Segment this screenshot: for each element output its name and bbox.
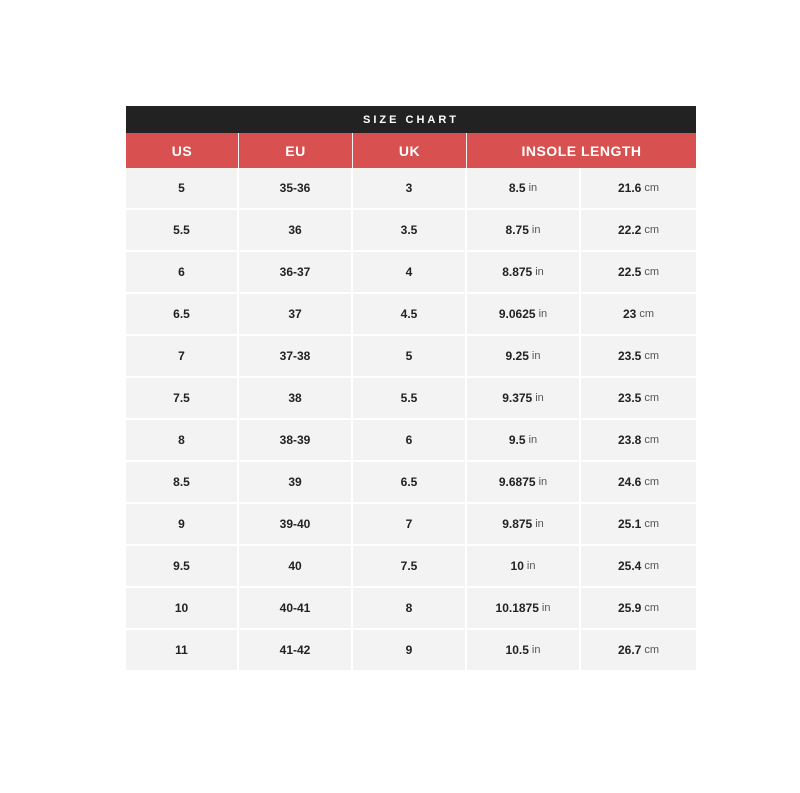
cell-uk: 3.5 <box>353 210 467 252</box>
cell-eu: 39 <box>239 462 353 504</box>
cell-uk: 6.5 <box>353 462 467 504</box>
cell-us: 8 <box>126 420 239 462</box>
insole-value: 23.8 <box>617 433 642 447</box>
table-row <box>126 630 696 672</box>
insole-value: 10.5 <box>505 643 529 657</box>
size-chart-table <box>126 106 696 672</box>
cell-insole-in <box>467 588 581 630</box>
cell-insole-in <box>467 210 581 252</box>
insole-value: 9.5 <box>508 433 526 447</box>
cell-uk: 4.5 <box>353 294 467 336</box>
table-row <box>126 504 696 546</box>
insole-value: 25.1 <box>617 517 642 531</box>
cell-us: 7.5 <box>126 378 239 420</box>
header-uk: UK <box>353 133 467 168</box>
insole-value: 9.6875 <box>498 475 536 489</box>
insole-unit: in <box>535 392 544 404</box>
cell-uk: 5.5 <box>353 378 467 420</box>
table-body <box>126 168 696 672</box>
cell-eu: 41-42 <box>239 630 353 672</box>
cell-uk: 7 <box>353 504 467 546</box>
insole-unit: cm <box>644 518 660 530</box>
insole-unit: cm <box>644 560 660 572</box>
cell-uk: 8 <box>353 588 467 630</box>
cell-eu: 36-37 <box>239 252 353 294</box>
insole-unit: in <box>538 308 548 320</box>
cell-insole-in <box>467 546 581 588</box>
insole-value: 9.875 <box>502 517 533 531</box>
size-chart-title: SIZE CHART <box>126 106 696 133</box>
insole-value: 10.1875 <box>495 601 539 615</box>
insole-unit: cm <box>644 434 660 446</box>
cell-eu: 37-38 <box>239 336 353 378</box>
cell-us: 7 <box>126 336 239 378</box>
cell-insole-in <box>467 336 581 378</box>
cell-eu: 39-40 <box>239 504 353 546</box>
insole-unit: in <box>531 644 541 656</box>
cell-insole-cm <box>581 630 696 672</box>
insole-unit: cm <box>644 350 660 362</box>
cell-insole-cm <box>581 546 696 588</box>
insole-value: 9.25 <box>505 349 529 363</box>
insole-value: 8.5 <box>508 181 526 195</box>
cell-uk: 4 <box>353 252 467 294</box>
cell-eu: 37 <box>239 294 353 336</box>
insole-unit: in <box>531 224 541 236</box>
insole-value: 23 <box>622 307 637 321</box>
insole-unit: cm <box>644 392 660 404</box>
cell-us: 5.5 <box>126 210 239 252</box>
insole-unit: cm <box>644 602 660 614</box>
cell-eu: 36 <box>239 210 353 252</box>
cell-insole-cm <box>581 378 696 420</box>
insole-value: 22.2 <box>617 223 642 237</box>
insole-unit: cm <box>644 266 660 278</box>
insole-value: 23.5 <box>617 391 642 405</box>
table-row <box>126 336 696 378</box>
insole-unit: in <box>535 266 544 278</box>
cell-us: 8.5 <box>126 462 239 504</box>
cell-insole-in <box>467 252 581 294</box>
cell-eu: 38 <box>239 378 353 420</box>
insole-value: 10 <box>510 559 524 573</box>
cell-us: 6.5 <box>126 294 239 336</box>
cell-us: 5 <box>126 168 239 210</box>
table-row <box>126 420 696 462</box>
cell-uk: 9 <box>353 630 467 672</box>
table-row <box>126 378 696 420</box>
cell-eu: 40-41 <box>239 588 353 630</box>
cell-insole-in <box>467 420 581 462</box>
cell-us: 9 <box>126 504 239 546</box>
table-row <box>126 588 696 630</box>
cell-eu: 35-36 <box>239 168 353 210</box>
cell-insole-cm <box>581 420 696 462</box>
table-row <box>126 210 696 252</box>
insole-unit: in <box>528 182 538 194</box>
table-row <box>126 462 696 504</box>
cell-us: 9.5 <box>126 546 239 588</box>
insole-value: 25.4 <box>617 559 642 573</box>
insole-unit: cm <box>644 644 660 656</box>
cell-insole-in <box>467 168 581 210</box>
cell-uk: 6 <box>353 420 467 462</box>
insole-unit: cm <box>639 308 655 320</box>
insole-value: 9.0625 <box>498 307 536 321</box>
insole-value: 24.6 <box>617 475 642 489</box>
cell-insole-cm <box>581 168 696 210</box>
insole-value: 25.9 <box>617 601 642 615</box>
header-us: US <box>126 133 239 168</box>
insole-unit: in <box>535 518 544 530</box>
insole-value: 22.5 <box>617 265 642 279</box>
cell-insole-cm <box>581 294 696 336</box>
table-row <box>126 546 696 588</box>
cell-insole-in <box>467 462 581 504</box>
table-row <box>126 294 696 336</box>
cell-uk: 3 <box>353 168 467 210</box>
header-insole-length: INSOLE LENGTH <box>521 142 642 159</box>
insole-unit: cm <box>644 224 660 236</box>
header-eu: EU <box>239 133 353 168</box>
cell-uk: 5 <box>353 336 467 378</box>
cell-uk: 7.5 <box>353 546 467 588</box>
table-row <box>126 252 696 294</box>
cell-insole-cm <box>581 210 696 252</box>
insole-unit: in <box>538 476 548 488</box>
insole-unit: in <box>526 560 536 572</box>
insole-unit: cm <box>644 182 660 194</box>
cell-insole-cm <box>581 252 696 294</box>
cell-insole-cm <box>581 462 696 504</box>
cell-insole-in <box>467 630 581 672</box>
cell-us: 11 <box>126 630 239 672</box>
insole-value: 21.6 <box>617 181 642 195</box>
insole-unit: cm <box>644 476 660 488</box>
cell-insole-in <box>467 378 581 420</box>
cell-us: 10 <box>126 588 239 630</box>
header-row <box>126 133 696 168</box>
cell-us: 6 <box>126 252 239 294</box>
table-row <box>126 168 696 210</box>
insole-value: 9.375 <box>502 391 533 405</box>
cell-eu: 38-39 <box>239 420 353 462</box>
insole-value: 8.75 <box>505 223 529 237</box>
cell-insole-cm <box>581 504 696 546</box>
insole-value: 26.7 <box>617 643 642 657</box>
cell-insole-in <box>467 504 581 546</box>
insole-unit: in <box>528 434 538 446</box>
cell-insole-in <box>467 294 581 336</box>
cell-insole-cm <box>581 336 696 378</box>
insole-unit: in <box>531 350 541 362</box>
insole-value: 8.875 <box>502 265 533 279</box>
insole-unit: in <box>541 602 551 614</box>
cell-insole-cm <box>581 588 696 630</box>
cell-eu: 40 <box>239 546 353 588</box>
insole-value: 23.5 <box>617 349 642 363</box>
